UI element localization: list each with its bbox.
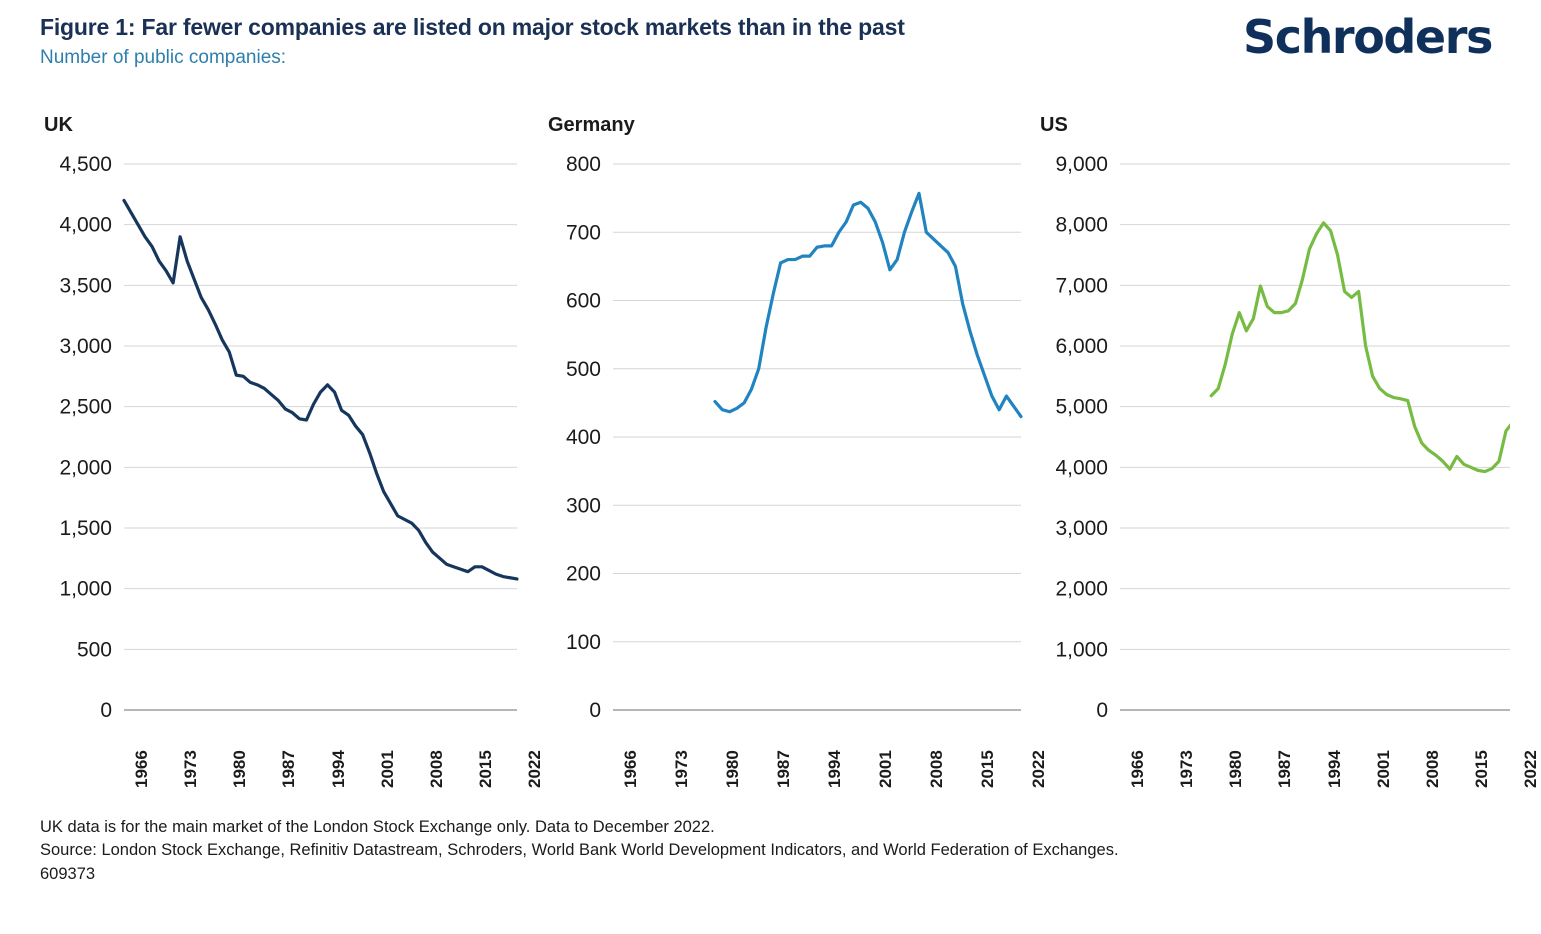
x-tick-label: 1966 <box>1128 750 1147 788</box>
y-tick-label: 9,000 <box>1055 153 1108 176</box>
x-tick-label: 2008 <box>1422 750 1442 788</box>
panel-title-germany: Germany <box>548 114 635 136</box>
y-tick-label: 300 <box>565 494 601 518</box>
page-right-edge <box>1510 0 1516 934</box>
plot-area-germany <box>538 153 1033 722</box>
plot-area-uk <box>34 153 529 722</box>
x-tick-label: 1987 <box>1275 750 1295 788</box>
panel-title-us: US <box>1040 114 1068 136</box>
y-tick-label: 800 <box>565 153 601 176</box>
x-tick-label: 2008 <box>426 750 446 788</box>
y-tick-label: 700 <box>565 221 601 245</box>
panel-title-uk: UK <box>44 114 73 136</box>
y-tick-label: 500 <box>76 638 112 662</box>
x-tick-label: 1966 <box>621 750 640 788</box>
y-tick-label: 4,000 <box>1055 456 1108 480</box>
chart-panel-us <box>1030 108 1540 808</box>
figure-subtitle: Number of public companies: <box>40 47 287 68</box>
y-tick-label: 0 <box>1096 699 1108 722</box>
footnote-line-2: Source: London Stock Exchange, Refinitiv Datastream, Schroders, World Bank World Development Indicators, and World Federation of Exchanges. <box>40 841 1119 860</box>
y-tick-label: 400 <box>565 426 601 449</box>
y-tick-label: 0 <box>100 699 112 722</box>
y-tick-label: 0 <box>589 699 601 722</box>
figure-title: Figure 1: Far fewer companies are listed on major stock markets than in the past <box>40 14 905 40</box>
x-tick-label: 2001 <box>1373 750 1393 788</box>
x-tick-label: 1994 <box>825 750 844 788</box>
x-tick-label: 1980 <box>723 750 742 788</box>
x-tick-label: 2001 <box>377 750 397 788</box>
data-series-line <box>124 200 517 579</box>
x-tick-label: 2022 <box>1029 750 1048 788</box>
data-series-line <box>715 193 1021 416</box>
chart-svg <box>34 153 529 722</box>
footnote-line-1: UK data is for the main market of the London Stock Exchange only. Data to December 2022. <box>40 818 715 836</box>
x-axis-labels-uk <box>34 720 544 808</box>
x-tick-label: 1980 <box>1226 750 1246 788</box>
x-axis-labels-germany <box>538 720 1048 808</box>
x-tick-label: 1994 <box>328 750 348 788</box>
y-tick-label: 2,000 <box>1055 577 1108 601</box>
chart-panel-germany <box>538 108 1048 808</box>
data-series-line <box>1211 223 1513 472</box>
y-tick-label: 4,500 <box>59 153 112 176</box>
y-tick-label: 200 <box>565 562 601 586</box>
x-tick-label: 1966 <box>132 750 151 788</box>
footnote-line-3: 609373 <box>40 864 96 883</box>
y-tick-label: 600 <box>565 289 601 313</box>
plot-area-us <box>1030 153 1525 722</box>
y-tick-label: 1,000 <box>1055 638 1108 662</box>
y-tick-label: 2,500 <box>59 395 112 419</box>
y-tick-label: 8,000 <box>1055 213 1108 237</box>
x-tick-label: 2015 <box>475 750 495 788</box>
x-tick-label: 2008 <box>927 750 946 788</box>
chart-panels <box>0 108 1540 808</box>
x-tick-label: 2022 <box>1521 750 1540 788</box>
y-tick-label: 3,000 <box>1055 517 1108 540</box>
x-tick-label: 2015 <box>978 750 997 788</box>
x-axis-labels-us <box>1030 720 1540 808</box>
y-tick-label: 7,000 <box>1055 274 1108 298</box>
y-tick-label: 2,000 <box>59 456 112 480</box>
figure-footnotes <box>40 816 1500 886</box>
x-tick-label: 1973 <box>1177 750 1197 788</box>
x-tick-label: 1973 <box>672 750 691 788</box>
schroders-logo: Schroders <box>1242 10 1492 64</box>
x-tick-label: 2022 <box>525 750 544 788</box>
x-tick-label: 2001 <box>876 750 895 788</box>
x-tick-label: 2015 <box>1471 750 1491 788</box>
y-tick-label: 3,500 <box>59 274 112 298</box>
x-tick-label: 1973 <box>181 750 201 788</box>
chart-svg <box>538 153 1033 722</box>
y-tick-label: 5,000 <box>1055 395 1108 419</box>
y-tick-label: 1,000 <box>59 577 112 601</box>
y-tick-label: 6,000 <box>1055 335 1108 358</box>
x-tick-label: 1987 <box>774 750 793 788</box>
y-tick-label: 3,000 <box>59 335 112 358</box>
x-tick-label: 1987 <box>279 750 299 788</box>
y-tick-label: 4,000 <box>59 213 112 237</box>
y-tick-label: 100 <box>565 630 601 654</box>
chart-svg <box>1030 153 1525 722</box>
x-tick-label: 1994 <box>1324 750 1344 788</box>
x-tick-label: 1980 <box>230 750 250 788</box>
chart-panel-uk <box>34 108 544 808</box>
y-tick-label: 500 <box>565 357 601 381</box>
y-tick-label: 1,500 <box>59 517 112 540</box>
